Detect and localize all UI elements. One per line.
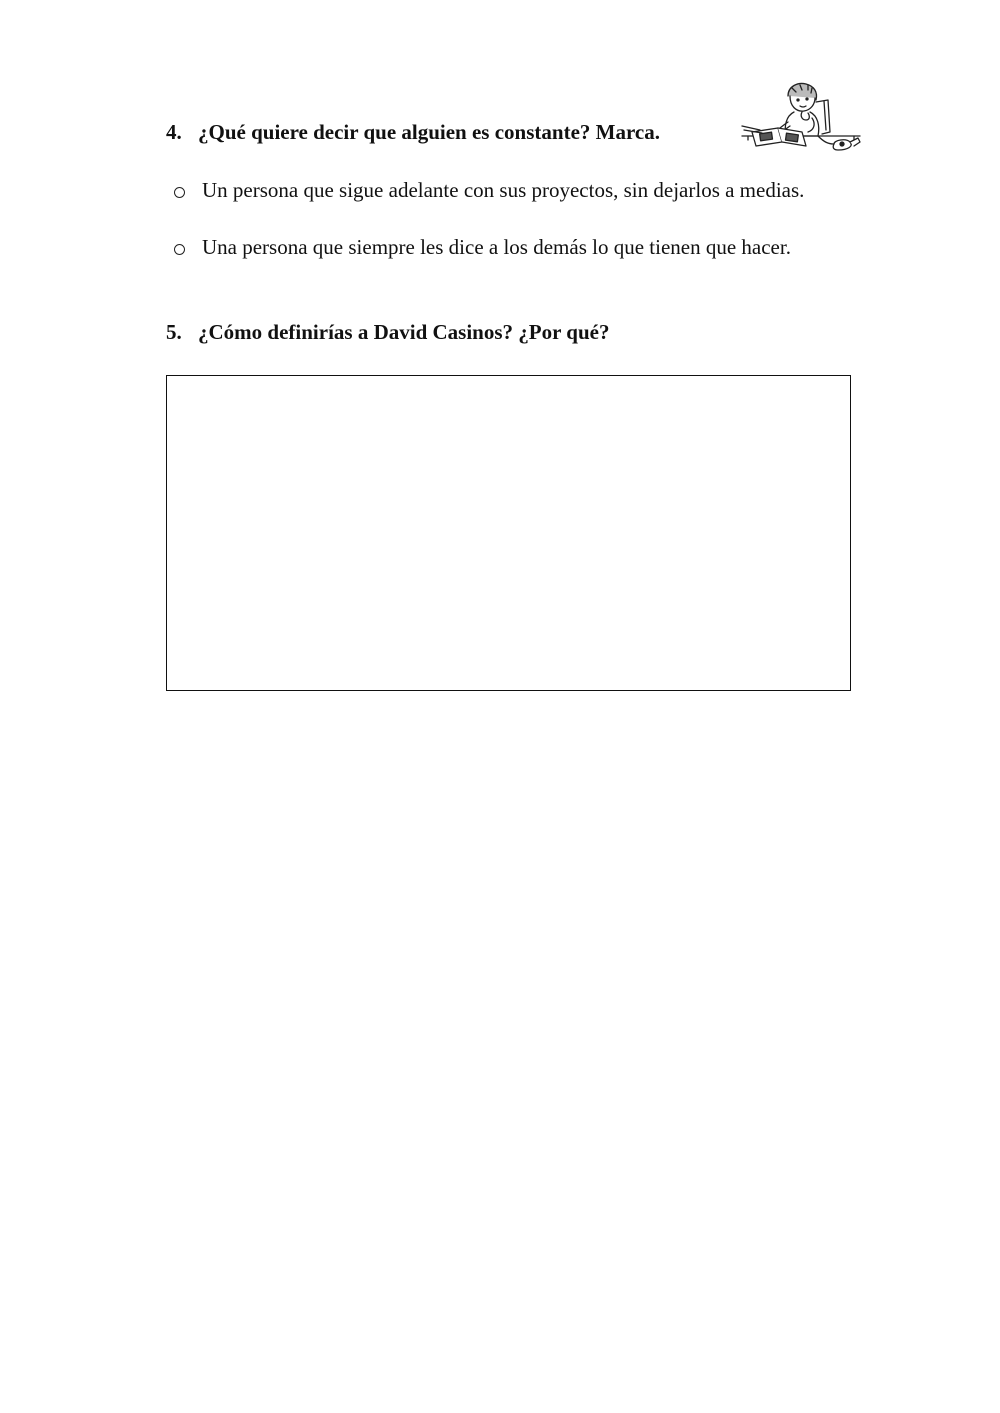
question-4-text: ¿Qué quiere decir que alguien es constante? Marca. xyxy=(198,120,660,144)
option-2[interactable] xyxy=(174,237,791,258)
question-4-number: 4. xyxy=(166,120,182,144)
option-2-text: Una persona que siempre les dice a los demás lo que tienen que hacer. xyxy=(202,235,791,259)
answer-box[interactable] xyxy=(166,375,851,691)
question-5-text: ¿Cómo definirías a David Casinos? ¿Por qué? xyxy=(198,320,610,344)
question-4 xyxy=(166,122,660,143)
question-5-number: 5. xyxy=(166,320,182,344)
option-2-radio[interactable] xyxy=(174,244,185,255)
boy-reading-at-desk-icon xyxy=(738,80,864,160)
question-5 xyxy=(166,322,609,343)
option-1-text: Un persona que sigue adelante con sus proyectos, sin dejarlos a medias. xyxy=(202,178,805,202)
option-1[interactable] xyxy=(174,180,804,201)
option-1-radio[interactable] xyxy=(174,187,185,198)
